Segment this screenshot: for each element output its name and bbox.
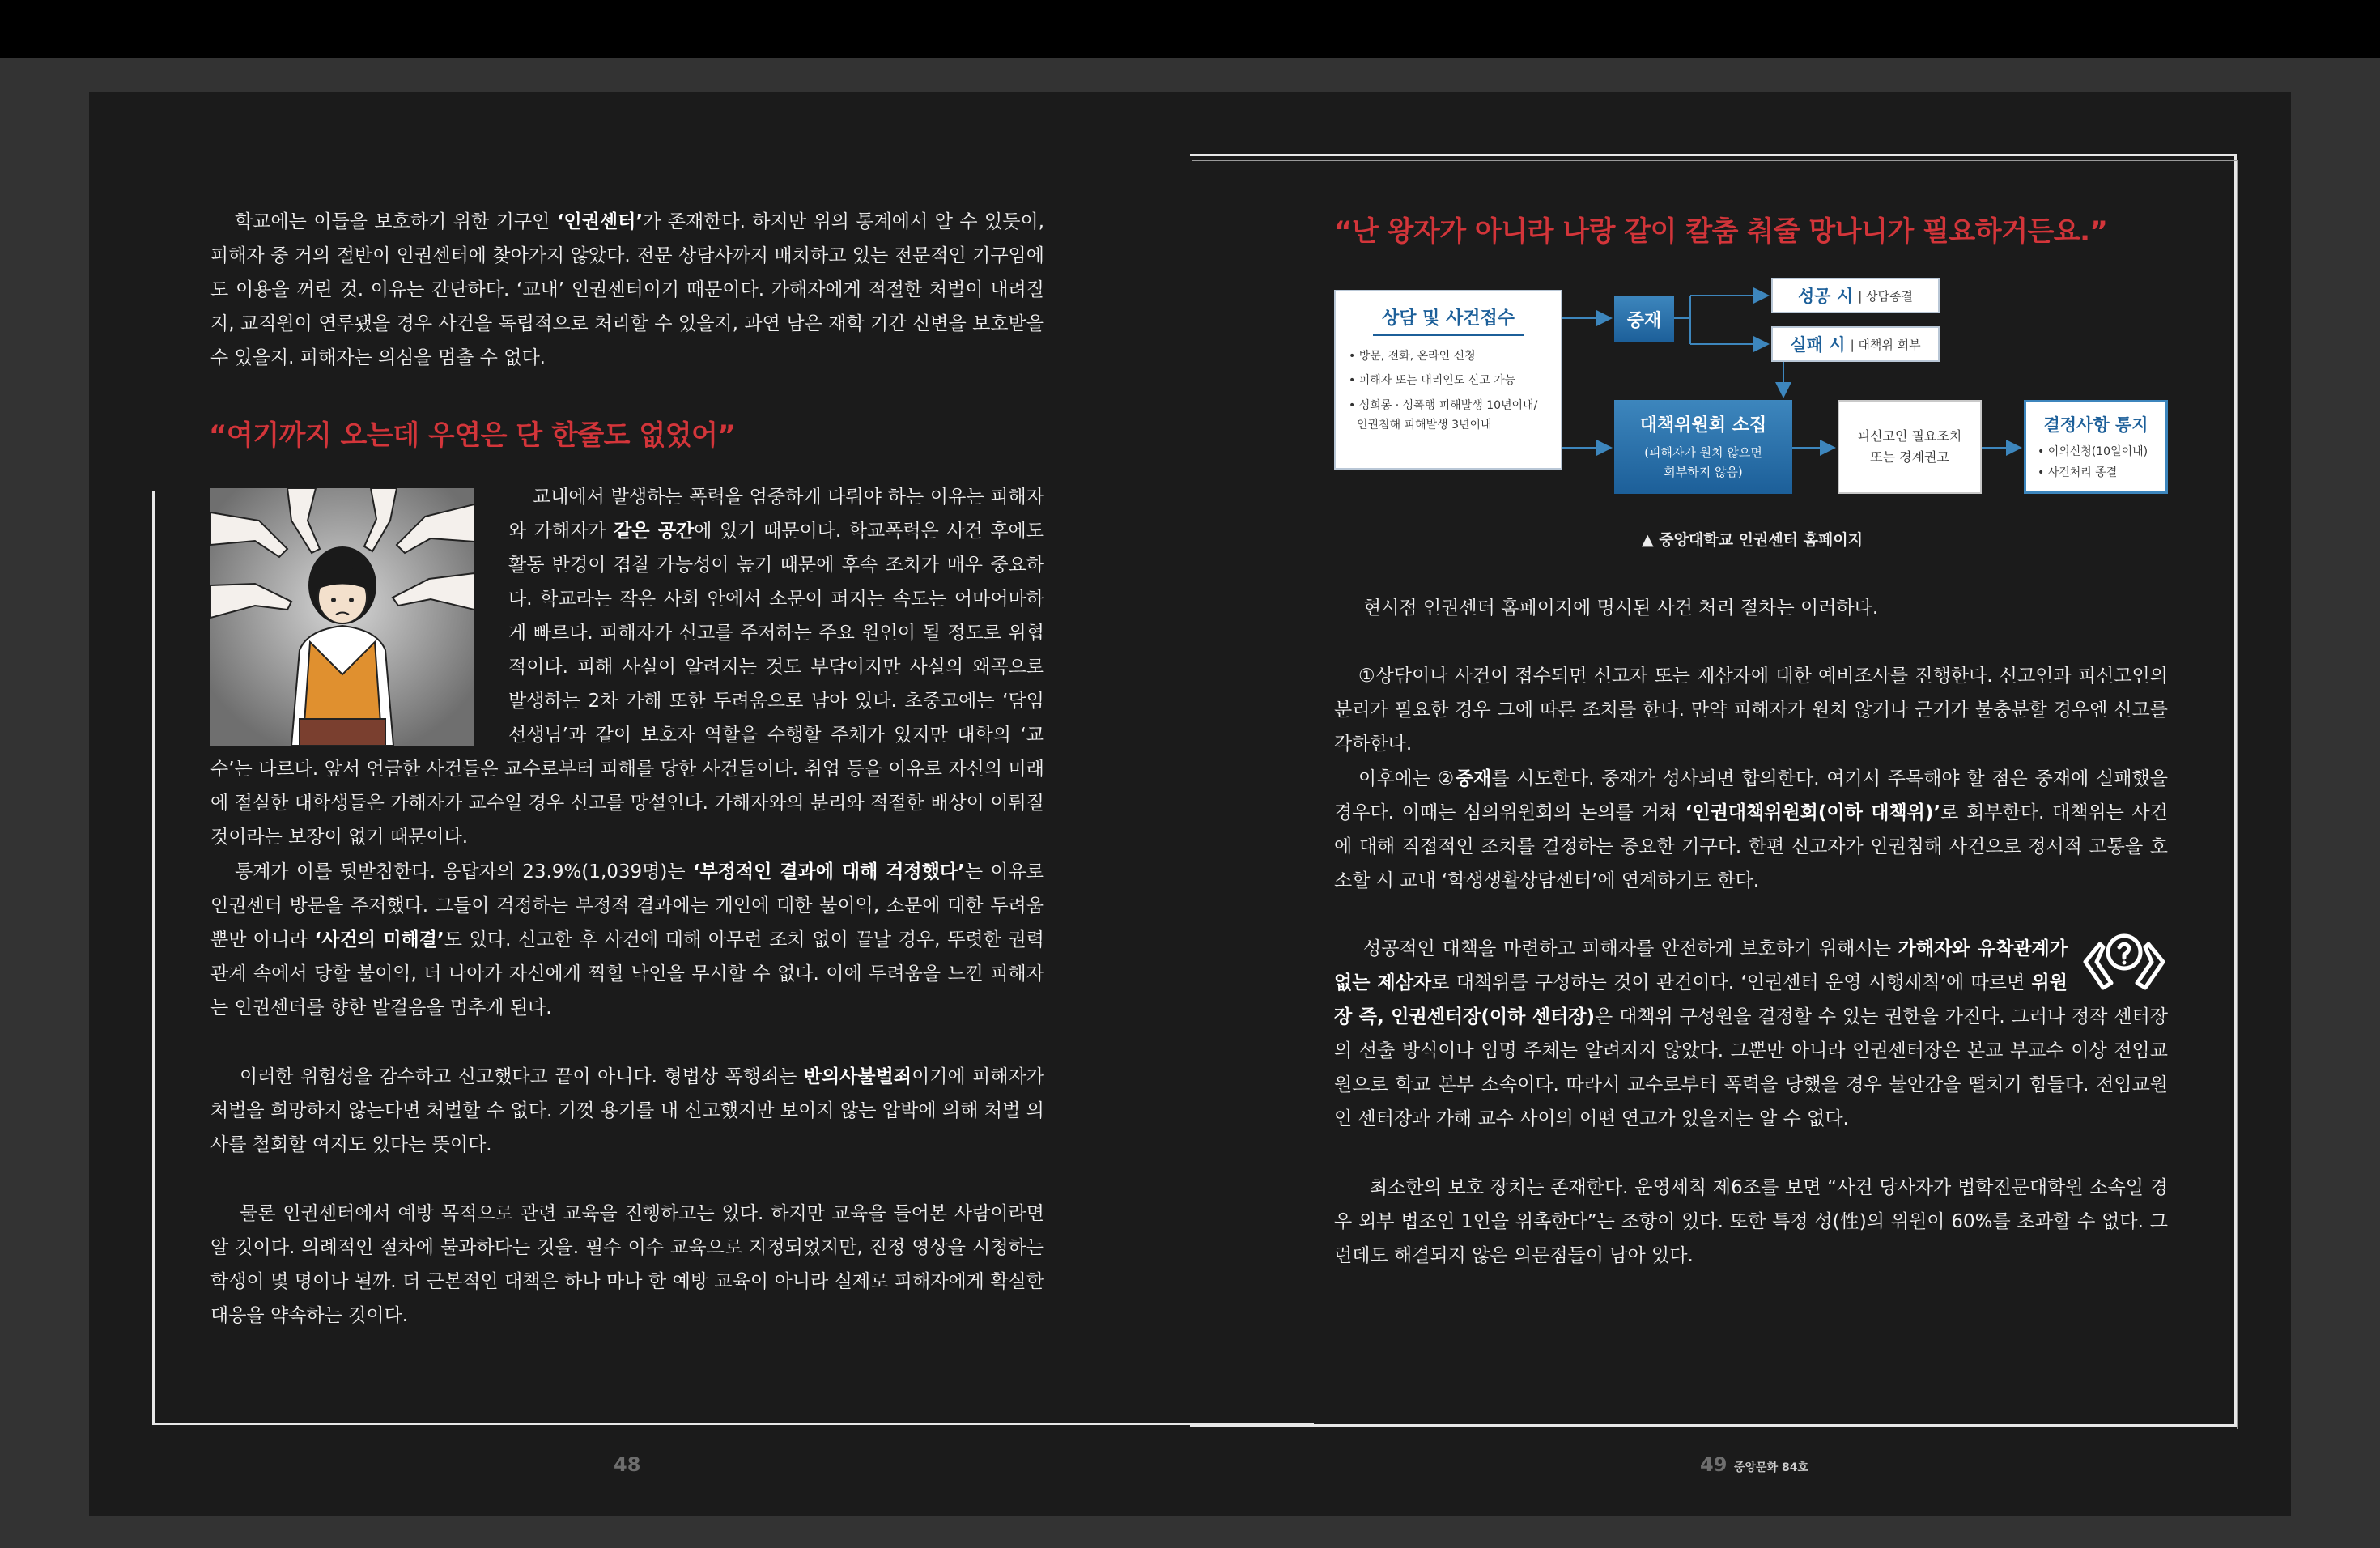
top-toolbar xyxy=(0,0,2380,58)
flow-committee-note-1: (피해자가 원치 않으면 xyxy=(1644,445,1762,460)
flow-intake-item-2: • 피해자 또는 대리인도 신고 가능 xyxy=(1349,374,1516,387)
right-paragraph-1: 현시점 인권센터 홈페이지에 명시된 사건 처리 절차는 이러하다. xyxy=(1363,598,1879,619)
flow-committee-box xyxy=(1614,400,1792,494)
flow-fail-note: | 대책위 회부 xyxy=(1850,337,1921,352)
flow-decision-box xyxy=(2024,400,2168,494)
flow-committee-title: 대책위원회 소집 xyxy=(1639,415,1767,436)
left-page-number: 48 xyxy=(614,1453,641,1476)
flow-fail-box xyxy=(1771,326,1940,362)
left-paragraph-5: 물론 인권센터에서 예방 목적으로 관련 교육을 진행하고는 있다. 하지만 교육을 들어본 사람이라면 알 것이다. 의례적인 절차에 불과하다는 것을. 필수 이수 교육으로 지정되었지만, 진정 영상을 시청하는 학생이 몇 명이나 될까. 더 근본적인 대책은 하나 마나 한 예방 교육이 아니라 실제로 피해자에게 확실한 대응을 약속하는 것이다. xyxy=(210,1203,1044,1326)
flow-decision-title: 결정사항 통지 xyxy=(2043,415,2148,435)
flow-action-box xyxy=(1838,400,1982,494)
flow-mediation-label: 중재 xyxy=(1626,310,1662,331)
right-paragraph-3: 이후에는 ②중재를 시도한다. 중재가 성사되면 합의한다. 여기서 주목해야 할 점은 중재에 실패했을 경우다. 이때는 심의위원회의 논의를 거쳐 ‘인권대책위원회(이하 대책위)’로 회부한다. 대책위는 사건에 대해 직접적인 조치를 결정하는 중요한 기구다. 한편 신고자가 인권침해 사건으로 정서적 고통을 호소할 시 교내 ‘학생생활상담센터’에 연계하기도 한다. xyxy=(1334,768,2168,891)
right-section-heading: “난 왕자가 아니라 나랑 같이 칼춤 춰줄 망나니가 필요하거든요.” xyxy=(1334,215,2108,248)
flow-success-box xyxy=(1771,278,1940,313)
magazine-issue-label: 중앙문화 84호 xyxy=(1734,1461,1808,1474)
flow-committee-note-2: 회부하지 않음) xyxy=(1664,465,1743,479)
flow-decision-item-2: • 사건처리 종결 xyxy=(2038,466,2118,479)
flow-intake-title: 상담 및 사건접수 xyxy=(1373,304,1524,336)
right-page-number: 49 xyxy=(1700,1453,1728,1476)
flow-success-label: 성공 시 xyxy=(1798,287,1854,306)
flow-intake-item-4: 인권침해 피해발생 3년이내 xyxy=(1357,419,1492,432)
right-paragraph-5: 최소한의 보호 장치는 존재한다. 운영세칙 제6조를 보면 “사건 당사자가 법학전문대학원 소속일 경우 외부 법조인 1인을 위촉한다”는 조항이 있다. 또한 특정 성(性)의 위원이 60%를 초과할 수 없다. 그런데도 해결되지 않은 의문점들이 남아 있다. xyxy=(1334,1177,2168,1266)
flow-intake-item-3: • 성희롱 · 성폭행 피해발생 10년이내/ xyxy=(1349,399,1538,412)
left-paragraph-4: 이러한 위험성을 감수하고 신고했다고 끝이 아니다. 형법상 폭행죄는 반의사불벌죄이기에 피해자가 처벌을 희망하지 않는다면 처벌할 수 없다. 기껏 용기를 내 신고했지만 보이지 않는 압박에 의해 처벌 의사를 철회할 여지도 있다는 뜻이다. xyxy=(210,1066,1045,1155)
flow-mediation-box xyxy=(1614,296,1674,342)
flow-action-line-2: 또는 경계권고 xyxy=(1870,449,1949,465)
flow-intake-item-1: • 방문, 전화, 온라인 신청 xyxy=(1349,350,1476,363)
right-paragraph-4: 성공적인 대책을 마련하고 피해자를 안전하게 보호하기 위해서는 가해자와 유착관계가 없는 제삼자로 대책위를 구성하는 것이 관건이다. ‘인권센터 운영 시행세칙’에 따르면 위원장 즉, 인권센터장(이하 센터장)은 대책위 구성원을 결정할 수 있는 권한을 가진다. 그러나 정작 센터장의 선출 방식이나 임명 주체는 알려지지 않았다. 그뿐만 아니라 인권센터장은 본교 부교수 이상 전임교원으로 학교 본부 소속이다. 따라서 교수로부터 폭력을 당했을 경우 불안감을 떨치기 힘들다. 전임교원인 센터장과 가해 교수 사이의 어떤 연고가 있을지는 알 수 없다. xyxy=(1334,938,2168,1129)
flowchart-caption: ▲ 중앙대학교 인권센터 홈페이지 xyxy=(1642,531,1864,549)
left-section-heading: “여기까지 오는데 우연은 단 한줄도 없었어” xyxy=(209,419,736,452)
left-paragraph-2: 교내에서 발생하는 폭력을 엄중하게 다뤄야 하는 이유는 피해자와 가해자가 같은 공간에 있기 때문이다. 학교폭력은 사건 후에도 활동 반경이 겹칠 가능성이 높기 때문에 후속 조치가 매우 중요하다. 학교라는 작은 사회 안에서 소문이 퍼지는 속도는 어마어마하게 빠르다. 피해자가 신고를 주저하는 주요 원인이 될 정도로 위협적이다. 피해 사실이 알려지는 것도 부담이지만 사실의 왜곡으로 발생하는 2차 가해 또한 두려움으로 남아 있다. 초중고에는 ‘담임선생님’과 같이 보호자 역할을 수행할 주체가 있지만 대학의 ‘교수’는 다르다. 앞서 언급한 사건들은 교수로부터 피해를 당한 사건들이다. 취업 등을 이유로 자신의 미래에 절실한 대학생들은 가해자가 교수일 경우 신고를 망설인다. 가해자와의 분리와 적절한 배상이 이뤄질 것이라는 보장이 없기 때문이다. xyxy=(210,487,1044,848)
flow-success-note: | 상담종결 xyxy=(1858,288,1913,304)
flow-fail-label: 실패 시 xyxy=(1790,335,1846,355)
left-paragraph-1: 학교에는 이들을 보호하기 위한 기구인 ‘인권센터’가 존재한다. 하지만 위의 통계에서 알 수 있듯이, 피해자 중 거의 절반이 인권센터에 찾아가지 않았다. 전문 상담사까지 배치하고 있는 전문적인 기구임에도 이용을 꺼린 것. 이유는 간단하다. ‘교내’ 인권센터이기 때문이다. 가해자에게 적절한 처벌이 내려질지, 교직원이 연루됐을 경우 사건을 독립적으로 처리할 수 있을지, 과연 남은 재학 기간 신변을 보호받을 수 있을지. 피해자는 의심을 멈출 수 없다. xyxy=(210,211,1044,368)
flow-decision-item-1: • 이의신청(10일이내) xyxy=(2038,445,2148,458)
right-paragraph-2: ①상담이나 사건이 접수되면 신고자 또는 제삼자에 대한 예비조사를 진행한다. 신고인과 피신고인의 분리가 필요한 경우 그에 따른 조치를 한다. 만약 피해자가 원치 않거나 근거가 불충분할 경우엔 신고를 각하한다. xyxy=(1334,666,2168,755)
flowchart xyxy=(1334,274,2170,508)
left-paragraph-3: 통계가 이를 뒷받침한다. 응답자의 23.9%(1,039명)는 ‘부정적인 결과에 대해 걱정했다’는 이유로 인권센터 방문을 주저했다. 그들이 걱정하는 부정적 결과에는 개인에 대한 불이익, 소문에 대한 두려움뿐만 아니라 ‘사건의 미해결’도 있다. 신고한 후 사건에 대해 아무런 조치 없이 끝날 경우, 뚜렷한 권력관계 속에서 당할 불이익, 더 나아가 자신에게 찍힐 낙인을 무시할 수 없다. 이에 두려움을 느낀 피해자는 인권센터를 향한 발걸음을 멈추게 된다. xyxy=(210,861,1044,1019)
flow-intake-box xyxy=(1334,290,1562,470)
flow-action-line-1: 피신고인 필요조치 xyxy=(1857,428,1962,444)
